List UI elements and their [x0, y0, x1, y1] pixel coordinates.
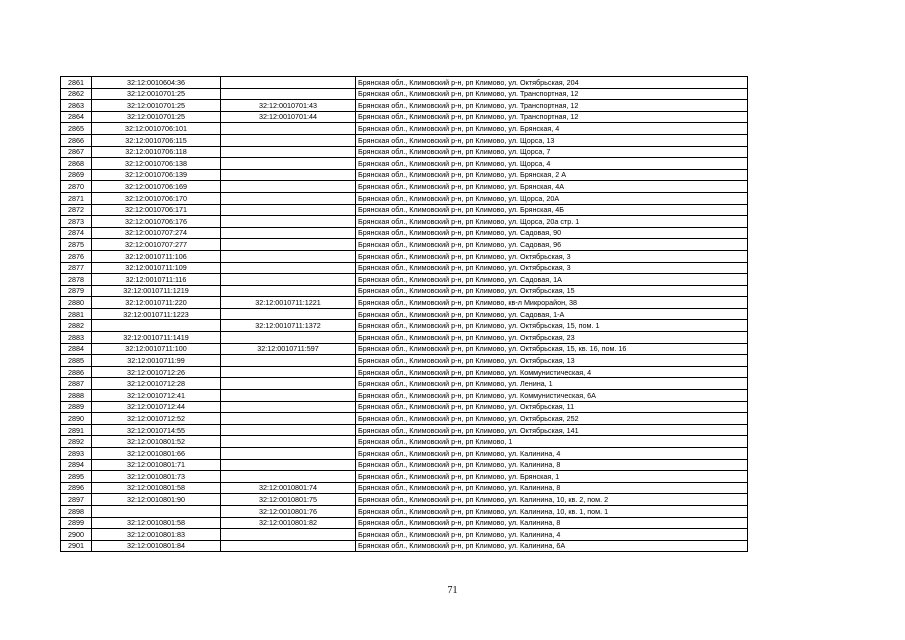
address-cell: Брянская обл., Климовский р-н, рп Климово, ул. Октябрьская, 15, кв. 16, пом. 16 — [356, 343, 748, 355]
row-number-cell: 2884 — [61, 343, 92, 355]
cadastral-number-cell: 32:12:0010712:52 — [92, 413, 221, 425]
table-row — [61, 366, 748, 378]
linked-cadastral-number-cell: 32:12:0010711:597 — [221, 343, 356, 355]
linked-cadastral-number-cell — [221, 285, 356, 297]
row-number-cell: 2896 — [61, 482, 92, 494]
row-number-cell: 2897 — [61, 494, 92, 506]
address-cell: Брянская обл., Климовский р-н, рп Климово, ул. Брянская, 4 — [356, 123, 748, 135]
linked-cadastral-number-cell — [221, 378, 356, 390]
row-number-cell: 2880 — [61, 297, 92, 309]
row-number-cell: 2901 — [61, 540, 92, 552]
address-cell: Брянская обл., Климовский р-н, рп Климово, ул. Брянская, 4А — [356, 181, 748, 193]
cadastral-number-cell: 32:12:0010706:118 — [92, 146, 221, 158]
address-cell: Брянская обл., Климовский р-н, рп Климово, ул. Коммунистическая, 6А — [356, 390, 748, 402]
cadastral-number-cell — [92, 320, 221, 332]
linked-cadastral-number-cell — [221, 77, 356, 89]
cadastral-number-cell: 32:12:0010801:90 — [92, 494, 221, 506]
table-row — [61, 424, 748, 436]
address-cell: Брянская обл., Климовский р-н, рп Климово, ул. Калинина, 10, кв. 2, пом. 2 — [356, 494, 748, 506]
cadastral-number-cell: 32:12:0010706:176 — [92, 216, 221, 228]
table-row — [61, 169, 748, 181]
linked-cadastral-number-cell — [221, 332, 356, 344]
cadastral-number-cell: 32:12:0010711:220 — [92, 297, 221, 309]
linked-cadastral-number-cell — [221, 436, 356, 448]
cadastral-number-cell: 32:12:0010711:106 — [92, 250, 221, 262]
linked-cadastral-number-cell: 32:12:0010711:1372 — [221, 320, 356, 332]
row-number-cell: 2893 — [61, 448, 92, 460]
row-number-cell: 2889 — [61, 401, 92, 413]
row-number-cell: 2899 — [61, 517, 92, 529]
cadastral-number-cell: 32:12:0010711:1223 — [92, 308, 221, 320]
linked-cadastral-number-cell — [221, 529, 356, 541]
cadastral-number-cell: 32:12:0010706:139 — [92, 169, 221, 181]
table-row — [61, 250, 748, 262]
table-row — [61, 378, 748, 390]
linked-cadastral-number-cell — [221, 540, 356, 552]
address-cell: Брянская обл., Климовский р-н, рп Климово, ул. Щорса, 20А — [356, 192, 748, 204]
row-number-cell: 2865 — [61, 123, 92, 135]
address-cell: Брянская обл., Климовский р-н, рп Климово, ул. Садовая, 90 — [356, 227, 748, 239]
row-number-cell: 2894 — [61, 459, 92, 471]
row-number-cell: 2892 — [61, 436, 92, 448]
address-cell: Брянская обл., Климовский р-н, рп Климово, ул. Калинина, 8 — [356, 482, 748, 494]
row-number-cell: 2881 — [61, 308, 92, 320]
address-cell: Брянская обл., Климовский р-н, рп Климово, ул. Щорса, 20а стр. 1 — [356, 216, 748, 228]
table-row — [61, 355, 748, 367]
linked-cadastral-number-cell — [221, 158, 356, 170]
cadastral-number-cell: 32:12:0010711:100 — [92, 343, 221, 355]
cadastral-number-cell: 32:12:0010706:101 — [92, 123, 221, 135]
address-cell: Брянская обл., Климовский р-н, рп Климово, ул. Транспортная, 12 — [356, 88, 748, 100]
row-number-cell: 2868 — [61, 158, 92, 170]
row-number-cell: 2864 — [61, 111, 92, 123]
linked-cadastral-number-cell — [221, 181, 356, 193]
table-row — [61, 517, 748, 529]
linked-cadastral-number-cell — [221, 424, 356, 436]
row-number-cell: 2863 — [61, 100, 92, 112]
cadastral-number-cell: 32:12:0010801:83 — [92, 529, 221, 541]
linked-cadastral-number-cell — [221, 366, 356, 378]
linked-cadastral-number-cell — [221, 169, 356, 181]
linked-cadastral-number-cell — [221, 471, 356, 483]
cadastral-number-cell: 32:12:0010712:28 — [92, 378, 221, 390]
row-number-cell: 2895 — [61, 471, 92, 483]
row-number-cell: 2874 — [61, 227, 92, 239]
linked-cadastral-number-cell — [221, 123, 356, 135]
address-cell: Брянская обл., Климовский р-н, рп Климово, ул. Калинина, 8 — [356, 517, 748, 529]
row-number-cell: 2878 — [61, 274, 92, 286]
cadastral-number-cell — [92, 505, 221, 517]
linked-cadastral-number-cell — [221, 459, 356, 471]
linked-cadastral-number-cell — [221, 216, 356, 228]
address-cell: Брянская обл., Климовский р-н, рп Климово, ул. Транспортная, 12 — [356, 100, 748, 112]
cadastral-number-cell: 32:12:0010711:109 — [92, 262, 221, 274]
linked-cadastral-number-cell — [221, 262, 356, 274]
address-cell: Брянская обл., Климовский р-н, рп Климово, ул. Октябрьская, 3 — [356, 250, 748, 262]
table-row — [61, 192, 748, 204]
linked-cadastral-number-cell: 32:12:0010801:82 — [221, 517, 356, 529]
table-row — [61, 529, 748, 541]
linked-cadastral-number-cell: 32:12:0010701:44 — [221, 111, 356, 123]
linked-cadastral-number-cell — [221, 448, 356, 460]
address-cell: Брянская обл., Климовский р-н, рп Климово, ул. Щорса, 7 — [356, 146, 748, 158]
cadastral-number-cell: 32:12:0010801:52 — [92, 436, 221, 448]
linked-cadastral-number-cell — [221, 88, 356, 100]
address-cell: Брянская обл., Климовский р-н, рп Климово, ул. Октябрьская, 15 — [356, 285, 748, 297]
linked-cadastral-number-cell: 32:12:0010711:1221 — [221, 297, 356, 309]
cadastral-number-cell: 32:12:0010706:138 — [92, 158, 221, 170]
row-number-cell: 2867 — [61, 146, 92, 158]
cadastral-number-cell: 32:12:0010706:169 — [92, 181, 221, 193]
row-number-cell: 2882 — [61, 320, 92, 332]
row-number-cell: 2891 — [61, 424, 92, 436]
linked-cadastral-number-cell — [221, 250, 356, 262]
cadastral-number-cell: 32:12:0010712:26 — [92, 366, 221, 378]
table-row — [61, 332, 748, 344]
address-cell: Брянская обл., Климовский р-н, рп Климово, ул. Щорса, 4 — [356, 158, 748, 170]
table-row — [61, 436, 748, 448]
address-cell: Брянская обл., Климовский р-н, рп Климово, кв-л Микрорайон, 38 — [356, 297, 748, 309]
address-cell: Брянская обл., Климовский р-н, рп Климово, ул. Калинина, 10, кв. 1, пом. 1 — [356, 505, 748, 517]
address-cell: Брянская обл., Климовский р-н, рп Климово, ул. Октябрьская, 13 — [356, 355, 748, 367]
cadastral-number-cell: 32:12:0010711:99 — [92, 355, 221, 367]
row-number-cell: 2898 — [61, 505, 92, 517]
linked-cadastral-number-cell — [221, 413, 356, 425]
address-cell: Брянская обл., Климовский р-н, рп Климово, ул. Садовая, 96 — [356, 239, 748, 251]
address-cell: Брянская обл., Климовский р-н, рп Климово, ул. Щорса, 13 — [356, 134, 748, 146]
registry-table — [60, 76, 748, 552]
address-cell: Брянская обл., Климовский р-н, рп Климово, ул. Садовая, 1-А — [356, 308, 748, 320]
linked-cadastral-number-cell: 32:12:0010701:43 — [221, 100, 356, 112]
cadastral-number-cell: 32:12:0010711:1219 — [92, 285, 221, 297]
registry-table-body — [61, 77, 748, 552]
table-row — [61, 448, 748, 460]
address-cell: Брянская обл., Климовский р-н, рп Климово, ул. Октябрьская, 252 — [356, 413, 748, 425]
address-cell: Брянская обл., Климовский р-н, рп Климово, ул. Октябрьская, 23 — [356, 332, 748, 344]
table-row — [61, 77, 748, 89]
cadastral-number-cell: 32:12:0010706:171 — [92, 204, 221, 216]
table-row — [61, 262, 748, 274]
row-number-cell: 2876 — [61, 250, 92, 262]
table-row — [61, 471, 748, 483]
table-row — [61, 111, 748, 123]
table-row — [61, 459, 748, 471]
row-number-cell: 2862 — [61, 88, 92, 100]
table-row — [61, 482, 748, 494]
cadastral-number-cell: 32:12:0010604:36 — [92, 77, 221, 89]
cadastral-number-cell: 32:12:0010701:25 — [92, 100, 221, 112]
table-row — [61, 239, 748, 251]
table-row — [61, 390, 748, 402]
address-cell: Брянская обл., Климовский р-н, рп Климово, ул. Октябрьская, 3 — [356, 262, 748, 274]
row-number-cell: 2885 — [61, 355, 92, 367]
table-row — [61, 227, 748, 239]
row-number-cell: 2869 — [61, 169, 92, 181]
cadastral-number-cell: 32:12:0010701:25 — [92, 111, 221, 123]
cadastral-number-cell: 32:12:0010712:44 — [92, 401, 221, 413]
table-row — [61, 343, 748, 355]
row-number-cell: 2877 — [61, 262, 92, 274]
cadastral-number-cell: 32:12:0010707:274 — [92, 227, 221, 239]
address-cell: Брянская обл., Климовский р-н, рп Климово, ул. Коммунистическая, 4 — [356, 366, 748, 378]
table-row — [61, 204, 748, 216]
row-number-cell: 2883 — [61, 332, 92, 344]
linked-cadastral-number-cell — [221, 401, 356, 413]
table-row — [61, 158, 748, 170]
row-number-cell: 2887 — [61, 378, 92, 390]
row-number-cell: 2861 — [61, 77, 92, 89]
address-cell: Брянская обл., Климовский р-н, рп Климово, ул. Транспортная, 12 — [356, 111, 748, 123]
address-cell: Брянская обл., Климовский р-н, рп Климово, ул. Калинина, 4 — [356, 448, 748, 460]
address-cell: Брянская обл., Климовский р-н, рп Климово, 1 — [356, 436, 748, 448]
cadastral-number-cell: 32:12:0010801:66 — [92, 448, 221, 460]
cadastral-number-cell: 32:12:0010801:58 — [92, 517, 221, 529]
row-number-cell: 2866 — [61, 134, 92, 146]
address-cell: Брянская обл., Климовский р-н, рп Климово, ул. Октябрьская, 141 — [356, 424, 748, 436]
table-row — [61, 181, 748, 193]
table-row — [61, 123, 748, 135]
address-cell: Брянская обл., Климовский р-н, рп Климово, ул. Брянская, 4Б — [356, 204, 748, 216]
cadastral-number-cell: 32:12:0010801:73 — [92, 471, 221, 483]
cadastral-number-cell: 32:12:0010801:84 — [92, 540, 221, 552]
table-row — [61, 494, 748, 506]
address-cell: Брянская обл., Климовский р-н, рп Климово, ул. Брянская, 2 А — [356, 169, 748, 181]
linked-cadastral-number-cell — [221, 308, 356, 320]
table-row — [61, 100, 748, 112]
table-row — [61, 505, 748, 517]
row-number-cell: 2870 — [61, 181, 92, 193]
address-cell: Брянская обл., Климовский р-н, рп Климово, ул. Октябрьская, 204 — [356, 77, 748, 89]
table-row — [61, 274, 748, 286]
cadastral-number-cell: 32:12:0010706:115 — [92, 134, 221, 146]
table-row — [61, 308, 748, 320]
row-number-cell: 2888 — [61, 390, 92, 402]
cadastral-number-cell: 32:12:0010714:55 — [92, 424, 221, 436]
row-number-cell: 2872 — [61, 204, 92, 216]
cadastral-number-cell: 32:12:0010701:25 — [92, 88, 221, 100]
linked-cadastral-number-cell — [221, 146, 356, 158]
row-number-cell: 2875 — [61, 239, 92, 251]
table-row — [61, 285, 748, 297]
cadastral-number-cell: 32:12:0010711:116 — [92, 274, 221, 286]
linked-cadastral-number-cell — [221, 227, 356, 239]
row-number-cell: 2873 — [61, 216, 92, 228]
address-cell: Брянская обл., Климовский р-н, рп Климово, ул. Ленина, 1 — [356, 378, 748, 390]
linked-cadastral-number-cell: 32:12:0010801:74 — [221, 482, 356, 494]
address-cell: Брянская обл., Климовский р-н, рп Климово, ул. Брянская, 1 — [356, 471, 748, 483]
linked-cadastral-number-cell — [221, 239, 356, 251]
table-row — [61, 88, 748, 100]
linked-cadastral-number-cell — [221, 134, 356, 146]
cadastral-number-cell: 32:12:0010801:58 — [92, 482, 221, 494]
cadastral-number-cell: 32:12:0010706:170 — [92, 192, 221, 204]
linked-cadastral-number-cell — [221, 355, 356, 367]
table-row — [61, 540, 748, 552]
linked-cadastral-number-cell: 32:12:0010801:75 — [221, 494, 356, 506]
row-number-cell: 2871 — [61, 192, 92, 204]
row-number-cell: 2890 — [61, 413, 92, 425]
page-number: 71 — [447, 585, 458, 596]
address-cell: Брянская обл., Климовский р-н, рп Климово, ул. Садовая, 1А — [356, 274, 748, 286]
cadastral-number-cell: 32:12:0010712:41 — [92, 390, 221, 402]
address-cell: Брянская обл., Климовский р-н, рп Климово, ул. Калинина, 8 — [356, 459, 748, 471]
table-row — [61, 413, 748, 425]
address-cell: Брянская обл., Климовский р-н, рп Климово, ул. Калинина, 4 — [356, 529, 748, 541]
linked-cadastral-number-cell — [221, 274, 356, 286]
table-row — [61, 146, 748, 158]
row-number-cell: 2886 — [61, 366, 92, 378]
table-row — [61, 134, 748, 146]
table-row — [61, 401, 748, 413]
table-row — [61, 216, 748, 228]
cadastral-number-cell: 32:12:0010711:1419 — [92, 332, 221, 344]
linked-cadastral-number-cell — [221, 192, 356, 204]
linked-cadastral-number-cell: 32:12:0010801:76 — [221, 505, 356, 517]
address-cell: Брянская обл., Климовский р-н, рп Климово, ул. Октябрьская, 11 — [356, 401, 748, 413]
table-row — [61, 297, 748, 309]
row-number-cell: 2879 — [61, 285, 92, 297]
table-row — [61, 320, 748, 332]
address-cell: Брянская обл., Климовский р-н, рп Климово, ул. Калинина, 6А — [356, 540, 748, 552]
cadastral-number-cell: 32:12:0010707:277 — [92, 239, 221, 251]
linked-cadastral-number-cell — [221, 390, 356, 402]
address-cell: Брянская обл., Климовский р-н, рп Климово, ул. Октябрьская, 15, пом. 1 — [356, 320, 748, 332]
cadastral-number-cell: 32:12:0010801:71 — [92, 459, 221, 471]
linked-cadastral-number-cell — [221, 204, 356, 216]
row-number-cell: 2900 — [61, 529, 92, 541]
